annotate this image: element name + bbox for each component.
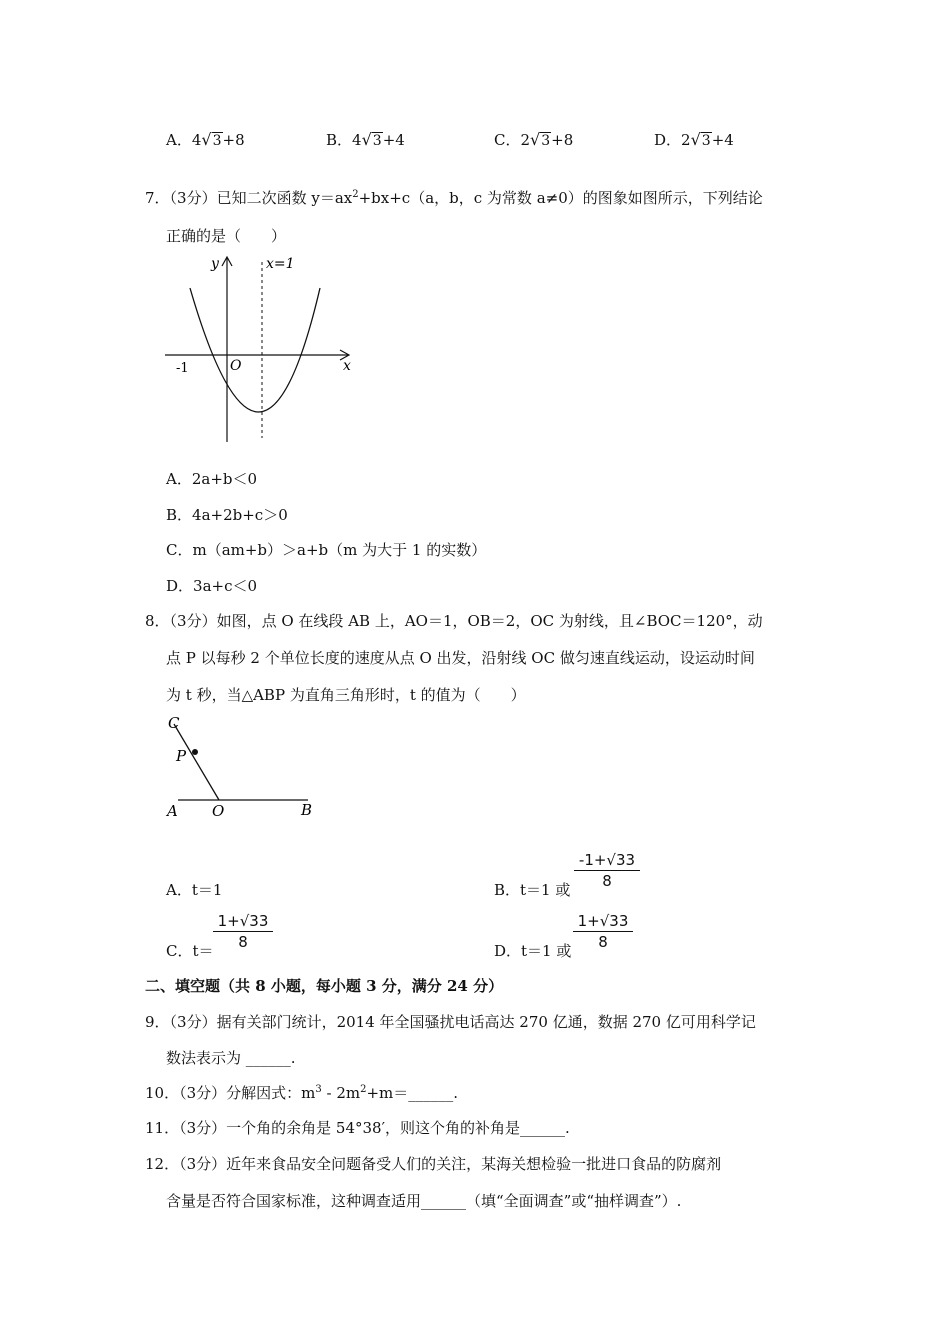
q6-option-a[interactable]: A．4√3+8	[166, 130, 245, 149]
q7-option-b[interactable]: B．4a+2b+c＞0	[166, 506, 288, 524]
q8-option-b[interactable]: B．t＝1 或	[494, 881, 571, 899]
q8-option-c-fraction: $\frac{1+√33}{8}$	[213, 912, 273, 951]
point-c-label: C	[168, 714, 180, 732]
q6-option-c[interactable]: C．2√3+8	[494, 130, 574, 149]
section-heading: 二、填空题（共 8 小题，每小题 3 分，满分 24 分）	[145, 977, 504, 995]
sqrt-symbol: √3	[361, 130, 382, 149]
q9-stem-line2: 数法表示为 ______.	[166, 1049, 296, 1067]
q6-option-b[interactable]: B．4√3+4	[326, 130, 405, 149]
q12-stem-line2: 含量是否符合国家标准，这种调查适用______（填“全面调查”或“抽样调查”）.	[166, 1192, 682, 1210]
q8-stem-line1: 8．（3分）如图，点 O 在线段 AB 上，AO＝1，OB＝2，OC 为射线，且∠BOC＝120°，动	[145, 612, 763, 630]
q7-parabola-graph	[160, 250, 360, 450]
q11-stem: 11．（3分）一个角的余角是 54°38′，则这个角的补角是______.	[145, 1119, 570, 1137]
q7-option-d[interactable]: D．3a+c＜0	[166, 577, 258, 595]
q8-ray-figure	[160, 712, 330, 822]
q8-option-c[interactable]: C．t＝	[166, 942, 214, 960]
y-axis-label: y	[211, 256, 219, 272]
origin-label: O	[230, 358, 242, 374]
q7-stem-line2: 正确的是（ ）	[166, 227, 287, 245]
point-p-label: P	[176, 747, 187, 765]
point-p-marker	[192, 749, 198, 755]
q8-option-a[interactable]: A．t＝1	[166, 881, 223, 899]
q12-stem-line1: 12．（3分）近年来食品安全问题备受人们的关注，某海关想检验一批进口食品的防腐剂	[145, 1155, 722, 1173]
q9-stem-line1: 9．（3分）据有关部门统计，2014 年全国骚扰电话高达 270 亿通，数据 270 亿可用科学记	[145, 1013, 756, 1031]
q8-option-d-fraction: $\frac{1+√33}{8}$	[573, 912, 633, 951]
sqrt-symbol: √3	[201, 130, 222, 149]
point-o-label: O	[212, 802, 225, 820]
sqrt-symbol: √3	[690, 130, 711, 149]
point-a-label: A	[167, 802, 178, 820]
q8-stem-line3: 为 t 秒，当△ABP 为直角三角形时，t 的值为（ ）	[166, 686, 526, 704]
q8-option-b-fraction: $\frac{-1+√33}{8}$	[574, 851, 640, 890]
q7-stem-line1: 7．（3分）已知二次函数 $y=ax^2+bx+c(a$，b，c 为常数 a≠0）的图象如图所示，下列结论	[145, 189, 763, 207]
q8-stem-line2: 点 P 以每秒 2 个单位长度的速度从点 O 出发，沿射线 OC 做匀速直线运动，设运动时间	[166, 649, 755, 667]
q7-option-c[interactable]: C．m（am+b）＞a+b（m 为大于 1 的实数）	[166, 541, 487, 559]
symmetry-axis-label: x=1	[266, 256, 295, 272]
point-b-label: B	[301, 801, 313, 819]
q7-option-a[interactable]: A．2a+b＜0	[166, 470, 258, 488]
x-axis-label: x	[343, 358, 351, 374]
sqrt-symbol: √3	[530, 130, 551, 149]
q10-stem: 10．（3分）分解因式：$m^3$ - $2m^2+m=\_\_\_\_\_\_$.	[145, 1084, 459, 1102]
q6-option-d[interactable]: D．2√3+4	[654, 130, 734, 149]
q8-option-d[interactable]: D．t＝1 或	[494, 942, 572, 960]
neg-one-label: -1	[176, 361, 189, 376]
